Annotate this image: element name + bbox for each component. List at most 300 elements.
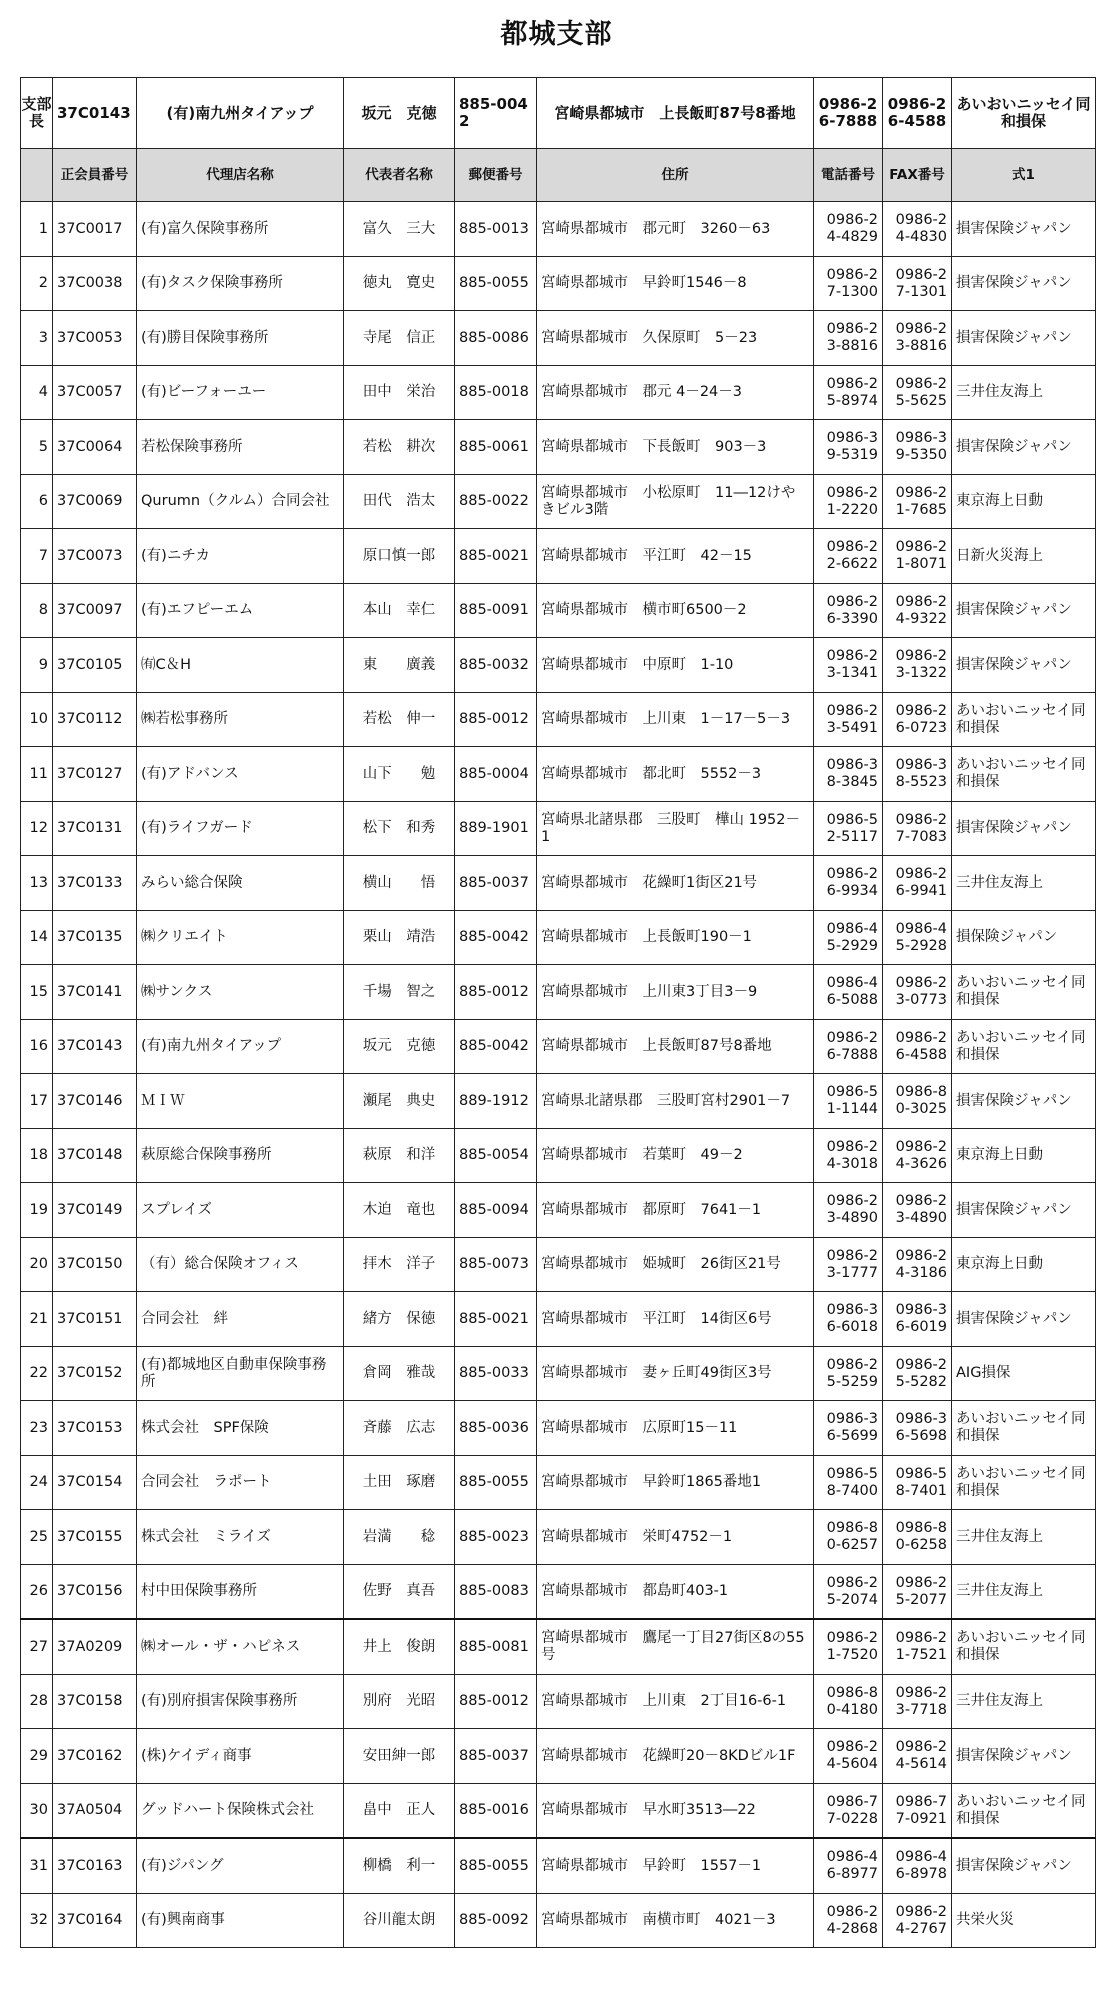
insurer-name: 損保険ジャパン [952,911,1096,965]
insurer-name: 損害保険ジャパン [952,1729,1096,1784]
member-code: 37C0153 [53,1401,137,1456]
phone-number: 0986-80-4180 [814,1675,883,1729]
agency-name: ㈲C＆H [137,638,344,693]
address: 宮崎県都城市 上川東3丁目3－9 [537,965,814,1020]
representative-name: 栗山 靖浩 [344,911,455,965]
phone-number: 0986-23-1777 [814,1238,883,1292]
phone-number: 0986-46-8977 [814,1838,883,1894]
row-number: 22 [21,1347,53,1401]
table-row [21,420,1096,475]
agency-name: 萩原総合保険事務所 [137,1129,344,1183]
member-code: 37C0017 [53,202,137,257]
member-code: 37C0141 [53,965,137,1020]
table-row [21,475,1096,529]
agency-name: (有)エフピーエム [137,584,344,638]
member-code: 37C0131 [53,802,137,856]
fax-number: 0986-38-5523 [883,747,952,802]
table-row [21,1894,1096,1948]
fax-number: 0986-36-6019 [883,1292,952,1347]
address: 宮崎県都城市 早水町3513―22 [537,1784,814,1839]
representative-name: 木迫 竜也 [344,1183,455,1238]
address: 宮崎県都城市 都北町 5552－3 [537,747,814,802]
address: 宮崎県都城市 上川東 1－17－5－3 [537,693,814,747]
fax-number: 0986-58-7401 [883,1456,952,1510]
fax-number: 0986-77-0921 [883,1784,952,1839]
insurer-name: 三井住友海上 [952,856,1096,911]
representative-name: 拝木 洋子 [344,1238,455,1292]
row-number: 2 [21,257,53,311]
table-row [21,1129,1096,1183]
agency-name: スプレイズ [137,1183,344,1238]
insurer-name: 日新火災海上 [952,529,1096,584]
row-number: 29 [21,1729,53,1784]
table-row [21,1183,1096,1238]
postal-code: 885-0012 [455,965,537,1020]
address: 宮崎県都城市 早鈴町1865番地1 [537,1456,814,1510]
address: 宮崎県都城市 平江町 42－15 [537,529,814,584]
representative-name: 原口慎一郎 [344,529,455,584]
insurer-name: 損害保険ジャパン [952,420,1096,475]
fax-number: 0986-80-3025 [883,1074,952,1129]
insurer-name: 三井住友海上 [952,1565,1096,1620]
fax-number: 0986-25-5282 [883,1347,952,1401]
representative-name: 谷川龍太朗 [344,1894,455,1948]
agency-name: (有)都城地区自動車保険事務所 [137,1347,344,1401]
insurer-name: あいおいニッセイ同和損保 [952,965,1096,1020]
postal-code: 885-0092 [455,1894,537,1948]
fax-number: 0986-21-8071 [883,529,952,584]
member-code: 37C0151 [53,1292,137,1347]
fax-number: 0986-23-7718 [883,1675,952,1729]
agency-name: (有)ビーフォーユー [137,366,344,420]
representative-name: 安田紳一郎 [344,1729,455,1784]
address: 宮崎県都城市 南横市町 4021－3 [537,1894,814,1948]
table-row [21,1784,1096,1839]
postal-code: 885-0037 [455,856,537,911]
member-code: 37C0133 [53,856,137,911]
row-number: 11 [21,747,53,802]
member-code: 37A0504 [53,1784,137,1839]
insurer-name: 損害保険ジャパン [952,1183,1096,1238]
address: 宮崎県都城市 上長飯町87号8番地 [537,1020,814,1074]
address: 宮崎県都城市 上長飯町190－1 [537,911,814,965]
row-number: 32 [21,1894,53,1948]
postal-code: 885-0016 [455,1784,537,1839]
address: 宮崎県都城市 妻ヶ丘町49街区3号 [537,1347,814,1401]
row-number: 10 [21,693,53,747]
postal-code: 885-0032 [455,638,537,693]
insurer-name: 三井住友海上 [952,1510,1096,1565]
representative-name: 若松 耕次 [344,420,455,475]
postal-code: 885-0018 [455,366,537,420]
leader-code: 37C0143 [53,78,137,149]
phone-number: 0986-26-7888 [814,1020,883,1074]
agency-name: (株)ケイディ商事 [137,1729,344,1784]
member-code: 37C0069 [53,475,137,529]
member-code: 37C0162 [53,1729,137,1784]
table-row [21,1729,1096,1784]
header-rep: 代表者名称 [344,149,455,202]
phone-number: 0986-24-3018 [814,1129,883,1183]
representative-name: 斉藤 広志 [344,1401,455,1456]
fax-number: 0986-25-2077 [883,1565,952,1620]
agency-name: ㈱オール・ザ・ハピネス [137,1619,344,1675]
phone-number: 0986-51-1144 [814,1074,883,1129]
phone-number: 0986-58-7400 [814,1456,883,1510]
member-code: 37C0038 [53,257,137,311]
fax-number: 0986-21-7521 [883,1619,952,1675]
table-row [21,747,1096,802]
fax-number: 0986-24-3626 [883,1129,952,1183]
representative-name: 松下 和秀 [344,802,455,856]
agency-name: (有)アドバンス [137,747,344,802]
address: 宮崎県都城市 姫城町 26街区21号 [537,1238,814,1292]
row-number: 20 [21,1238,53,1292]
fax-number: 0986-23-1322 [883,638,952,693]
agency-name: （有）総合保険オフィス [137,1238,344,1292]
member-code: 37C0053 [53,311,137,366]
table-row [21,366,1096,420]
member-code: 37C0064 [53,420,137,475]
leader-label: 支部長 [21,78,53,149]
member-code: 37C0143 [53,1020,137,1074]
member-code: 37A0209 [53,1619,137,1675]
postal-code: 885-0054 [455,1129,537,1183]
address: 宮崎県都城市 花繰町1街区21号 [537,856,814,911]
postal-code: 885-0083 [455,1565,537,1620]
fax-number: 0986-27-1301 [883,257,952,311]
leader-insurer: あいおいニッセイ同和損保 [952,78,1096,149]
address: 宮崎県都城市 郡元 4－24－3 [537,366,814,420]
member-code: 37C0148 [53,1129,137,1183]
address: 宮崎県都城市 平江町 14街区6号 [537,1292,814,1347]
postal-code: 885-0094 [455,1183,537,1238]
postal-code: 885-0022 [455,475,537,529]
representative-name: 緒方 保徳 [344,1292,455,1347]
member-code: 37C0156 [53,1565,137,1620]
representative-name: 徳丸 寛史 [344,257,455,311]
table-row [21,1347,1096,1401]
header-code: 正会員番号 [53,149,137,202]
table-row [21,693,1096,747]
fax-number: 0986-23-0773 [883,965,952,1020]
address: 宮崎県都城市 下長飯町 903－3 [537,420,814,475]
insurer-name: あいおいニッセイ同和損保 [952,747,1096,802]
table-row [21,1565,1096,1620]
postal-code: 885-0036 [455,1401,537,1456]
table-row [21,638,1096,693]
phone-number: 0986-52-5117 [814,802,883,856]
header-insurer: 式1 [952,149,1096,202]
insurer-name: 損害保険ジャパン [952,1838,1096,1894]
representative-name: 畠中 正人 [344,1784,455,1839]
table-row [21,1074,1096,1129]
fax-number: 0986-80-6258 [883,1510,952,1565]
postal-code: 885-0055 [455,1456,537,1510]
phone-number: 0986-27-1300 [814,257,883,311]
row-number: 25 [21,1510,53,1565]
fax-number: 0986-24-4830 [883,202,952,257]
insurer-name: 損害保険ジャパン [952,202,1096,257]
member-code: 37C0163 [53,1838,137,1894]
row-number: 30 [21,1784,53,1839]
phone-number: 0986-36-5699 [814,1401,883,1456]
header-fax: FAX番号 [883,149,952,202]
fax-number: 0986-46-8978 [883,1838,952,1894]
header-address: 住所 [537,149,814,202]
member-code: 37C0164 [53,1894,137,1948]
phone-number: 0986-21-2220 [814,475,883,529]
row-number: 31 [21,1838,53,1894]
fax-number: 0986-39-5350 [883,420,952,475]
table-row [21,1401,1096,1456]
row-number: 7 [21,529,53,584]
row-number: 1 [21,202,53,257]
fax-number: 0986-27-7083 [883,802,952,856]
table-row [21,529,1096,584]
insurer-name: あいおいニッセイ同和損保 [952,1020,1096,1074]
phone-number: 0986-25-5259 [814,1347,883,1401]
phone-number: 0986-80-6257 [814,1510,883,1565]
agency-name: 村中田保険事務所 [137,1565,344,1620]
insurer-name: 損害保険ジャパン [952,584,1096,638]
member-code: 37C0155 [53,1510,137,1565]
postal-code: 885-0042 [455,1020,537,1074]
fax-number: 0986-21-7685 [883,475,952,529]
member-code: 37C0073 [53,529,137,584]
fax-number: 0986-26-4588 [883,1020,952,1074]
phone-number: 0986-36-6018 [814,1292,883,1347]
phone-number: 0986-26-3390 [814,584,883,638]
address: 宮崎県都城市 中原町 1-10 [537,638,814,693]
leader-fax: 0986-26-4588 [883,78,952,149]
postal-code: 885-0021 [455,1292,537,1347]
member-code: 37C0112 [53,693,137,747]
insurer-name: 三井住友海上 [952,1675,1096,1729]
phone-number: 0986-24-4829 [814,202,883,257]
table-row [21,1456,1096,1510]
row-number: 15 [21,965,53,1020]
agency-name: ㈱クリエイト [137,911,344,965]
insurer-name: 損害保険ジャパン [952,1074,1096,1129]
phone-number: 0986-26-9934 [814,856,883,911]
postal-code: 885-0042 [455,911,537,965]
table-row [21,202,1096,257]
row-number: 9 [21,638,53,693]
phone-number: 0986-22-6622 [814,529,883,584]
agency-name: (有)ニチカ [137,529,344,584]
fax-number: 0986-23-8816 [883,311,952,366]
insurer-name: 損害保険ジャパン [952,638,1096,693]
agency-name: 合同会社 絆 [137,1292,344,1347]
agency-name: (有)勝目保険事務所 [137,311,344,366]
insurer-name: あいおいニッセイ同和損保 [952,1619,1096,1675]
postal-code: 885-0021 [455,529,537,584]
address: 宮崎県都城市 花繰町20－8KDビル1F [537,1729,814,1784]
postal-code: 885-0037 [455,1729,537,1784]
row-number: 23 [21,1401,53,1456]
leader-zip: 885-0042 [455,78,537,149]
header-agency: 代理店名称 [137,149,344,202]
postal-code: 885-0055 [455,257,537,311]
branch-leader-row [21,78,1096,149]
postal-code: 889-1901 [455,802,537,856]
fax-number: 0986-26-0723 [883,693,952,747]
representative-name: 岩満 稔 [344,1510,455,1565]
representative-name: 土田 琢磨 [344,1456,455,1510]
table-row [21,1619,1096,1675]
representative-name: 東 廣義 [344,638,455,693]
leader-rep: 坂元 克徳 [344,78,455,149]
agency-name: (有)ジパング [137,1838,344,1894]
address: 宮崎県都城市 上川東 2丁目16-6-1 [537,1675,814,1729]
representative-name: 山下 勉 [344,747,455,802]
representative-name: 横山 悟 [344,856,455,911]
table-row [21,911,1096,965]
page-title: 都城支部 [500,19,613,50]
row-number: 19 [21,1183,53,1238]
row-number: 21 [21,1292,53,1347]
agency-name: (有)南九州タイアップ [137,1020,344,1074]
representative-name: 田中 栄治 [344,366,455,420]
row-number: 6 [21,475,53,529]
agency-name: Qurumn（クルム）合同会社 [137,475,344,529]
row-number: 8 [21,584,53,638]
table-row [21,802,1096,856]
phone-number: 0986-23-8816 [814,311,883,366]
header-no [21,149,53,202]
agency-name: グッドハート保険株式会社 [137,1784,344,1839]
address: 宮崎県都城市 広原町15－11 [537,1401,814,1456]
agency-name: 株式会社 SPF保険 [137,1401,344,1456]
insurer-name: あいおいニッセイ同和損保 [952,693,1096,747]
address: 宮崎県都城市 鷹尾一丁目27街区8の55号 [537,1619,814,1675]
table-row [21,1292,1096,1347]
address: 宮崎県都城市 早鈴町 1557－1 [537,1838,814,1894]
address: 宮崎県都城市 早鈴町1546－8 [537,257,814,311]
row-number: 18 [21,1129,53,1183]
address: 宮崎県北諸県郡 三股町 樺山 1952－1 [537,802,814,856]
row-number: 14 [21,911,53,965]
row-number: 13 [21,856,53,911]
leader-address: 宮崎県都城市 上長飯町87号8番地 [537,78,814,149]
insurer-name: 損害保険ジャパン [952,257,1096,311]
representative-name: 佐野 真吾 [344,1565,455,1620]
fax-number: 0986-24-2767 [883,1894,952,1948]
representative-name: 若松 伸一 [344,693,455,747]
address: 宮崎県都城市 久保原町 5－23 [537,311,814,366]
agency-name: ＭＩＷ [137,1074,344,1129]
address: 宮崎県都城市 都島町403-1 [537,1565,814,1620]
agency-name: (有)ライフガード [137,802,344,856]
insurer-name: あいおいニッセイ同和損保 [952,1401,1096,1456]
representative-name: 瀬尾 典史 [344,1074,455,1129]
member-code: 37C0152 [53,1347,137,1401]
row-number: 17 [21,1074,53,1129]
insurer-name: あいおいニッセイ同和損保 [952,1456,1096,1510]
agency-name: (有)タスク保険事務所 [137,257,344,311]
member-code: 37C0149 [53,1183,137,1238]
phone-number: 0986-25-2074 [814,1565,883,1620]
fax-number: 0986-25-5625 [883,366,952,420]
insurer-name: 三井住友海上 [952,366,1096,420]
member-code: 37C0146 [53,1074,137,1129]
address: 宮崎県都城市 横市町6500－2 [537,584,814,638]
postal-code: 885-0081 [455,1619,537,1675]
phone-number: 0986-45-2929 [814,911,883,965]
phone-number: 0986-77-0228 [814,1784,883,1839]
address: 宮崎県北諸県郡 三股町宮村2901－7 [537,1074,814,1129]
header-zip: 郵便番号 [455,149,537,202]
insurer-name: 東京海上日動 [952,1129,1096,1183]
representative-name: 本山 幸仁 [344,584,455,638]
insurer-name: 東京海上日動 [952,1238,1096,1292]
table-row [21,311,1096,366]
fax-number: 0986-26-9941 [883,856,952,911]
agency-name: 株式会社 ミライズ [137,1510,344,1565]
phone-number: 0986-21-7520 [814,1619,883,1675]
member-code: 37C0105 [53,638,137,693]
insurer-name: 東京海上日動 [952,475,1096,529]
agency-name: 若松保険事務所 [137,420,344,475]
table-row [21,856,1096,911]
row-number: 4 [21,366,53,420]
phone-number: 0986-23-5491 [814,693,883,747]
representative-name: 柳橋 利一 [344,1838,455,1894]
row-number: 26 [21,1565,53,1620]
row-number: 3 [21,311,53,366]
phone-number: 0986-25-8974 [814,366,883,420]
agency-name: (有)興南商事 [137,1894,344,1948]
phone-number: 0986-38-3845 [814,747,883,802]
table-row [21,1838,1096,1894]
member-code: 37C0057 [53,366,137,420]
postal-code: 885-0061 [455,420,537,475]
table-header-row [21,149,1096,202]
member-code: 37C0127 [53,747,137,802]
postal-code: 885-0086 [455,311,537,366]
agency-name: (有)別府損害保険事務所 [137,1675,344,1729]
member-code: 37C0154 [53,1456,137,1510]
phone-number: 0986-24-5604 [814,1729,883,1784]
fax-number: 0986-36-5698 [883,1401,952,1456]
phone-number: 0986-24-2868 [814,1894,883,1948]
fax-number: 0986-24-3186 [883,1238,952,1292]
table-row [21,584,1096,638]
agency-name: (有)富久保険事務所 [137,202,344,257]
row-number: 27 [21,1619,53,1675]
postal-code: 885-0012 [455,693,537,747]
member-code: 37C0158 [53,1675,137,1729]
insurer-name: 損害保険ジャパン [952,1292,1096,1347]
address: 宮崎県都城市 栄町4752－1 [537,1510,814,1565]
insurer-name: あいおいニッセイ同和損保 [952,1784,1096,1839]
insurer-name: 損害保険ジャパン [952,802,1096,856]
leader-tel: 0986-26-7888 [814,78,883,149]
representative-name: 寺尾 信正 [344,311,455,366]
agency-name: みらい総合保険 [137,856,344,911]
address: 宮崎県都城市 都原町 7641－1 [537,1183,814,1238]
member-code: 37C0150 [53,1238,137,1292]
address: 宮崎県都城市 小松原町 11―12けやきビル3階 [537,475,814,529]
phone-number: 0986-23-1341 [814,638,883,693]
table-row [21,1020,1096,1074]
insurer-name: 共栄火災 [952,1894,1096,1948]
header-tel: 電話番号 [814,149,883,202]
member-code: 37C0135 [53,911,137,965]
phone-number: 0986-23-4890 [814,1183,883,1238]
address: 宮崎県都城市 郡元町 3260－63 [537,202,814,257]
